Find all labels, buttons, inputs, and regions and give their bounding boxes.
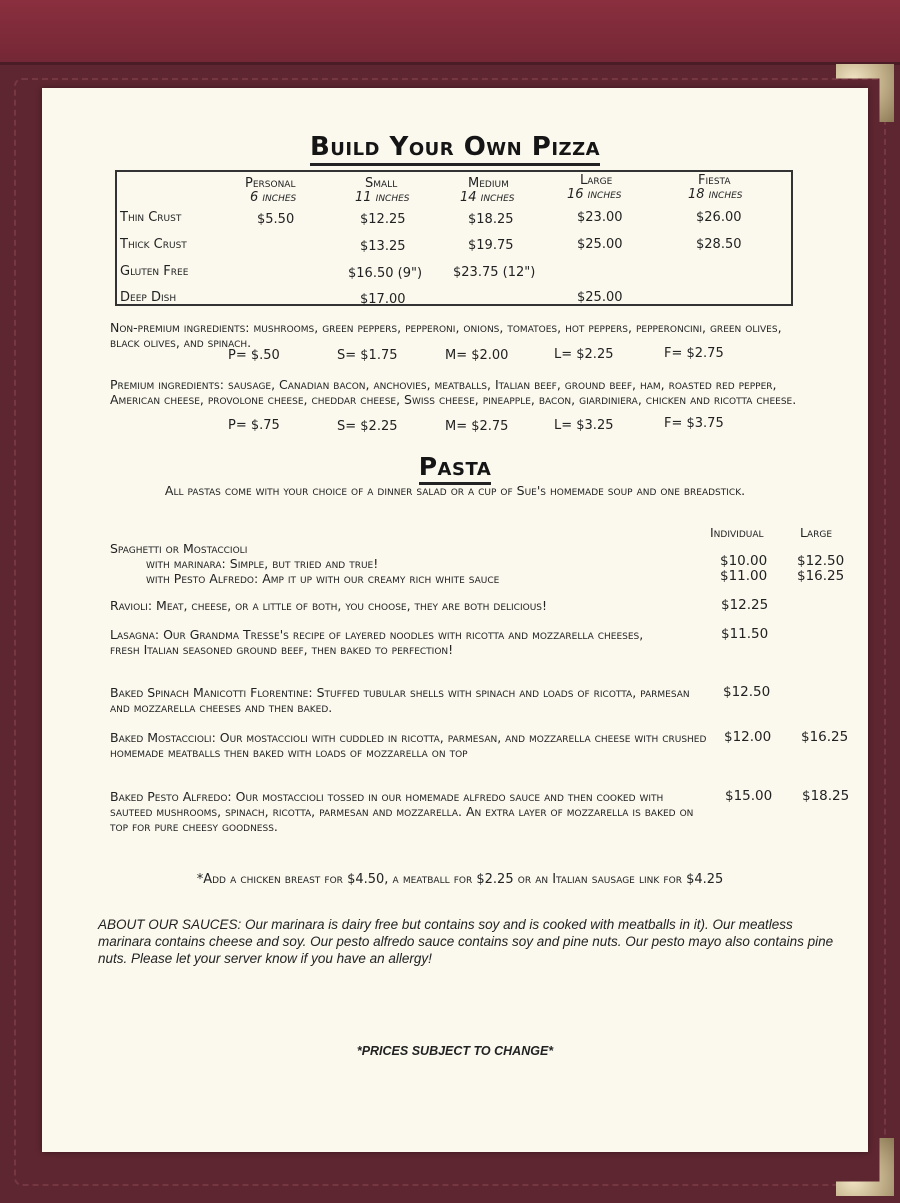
column-header-individual: Individual (710, 525, 764, 540)
marinara-desc: Simple, but tried and true! (229, 556, 379, 571)
price-thin-medium: $18.25 (468, 212, 514, 227)
baked-pesto-alfredo-desc: Our mostaccioli tossed in our homemade alfredo sauce and then cooked with sauteed mushrooms, spinach, ricotta, parmesan and mozzarella. An extra layer of mozzarella is baked on top for pure cheesy goodness. (110, 789, 694, 834)
non-premium-price-medium: M= $2.00 (445, 348, 509, 363)
premium-ingredients (110, 377, 810, 407)
ravioli-name: Ravioli: (110, 598, 153, 613)
price-thick-small: $13.25 (360, 239, 406, 254)
price-lasagna-individual: $11.50 (721, 626, 769, 642)
price-baked-pesto-alfredo-large: $18.25 (802, 788, 850, 804)
price-thin-large: $23.00 (577, 210, 623, 225)
baked-pesto-alfredo-name: Baked Pesto Alfredo: (110, 789, 232, 804)
premium-price-personal: P= $.75 (228, 418, 280, 433)
spaghetti-option-pesto (110, 571, 700, 586)
size-header-personal: Personal (245, 176, 296, 191)
pasta-item-spaghetti (110, 541, 700, 586)
pasta-item-ravioli (110, 598, 700, 613)
pasta-item-lasagna (110, 627, 670, 657)
price-gluten-free-small: $16.50 (9") (348, 266, 423, 281)
premium-price-medium: M= $2.75 (445, 419, 509, 434)
prices-subject-to-change: *PRICES SUBJECT TO CHANGE* (356, 1044, 554, 1058)
price-gluten-free-medium: $23.75 (12") (453, 265, 536, 280)
crust-label-thin: Thin Crust (120, 210, 182, 225)
spaghetti-name: Spaghetti or Mostaccioli (110, 541, 248, 556)
price-thick-medium: $19.75 (468, 238, 514, 253)
non-premium-price-personal: P= $.50 (228, 348, 280, 363)
pizza-title-text: Build Your Own Pizza (310, 132, 600, 166)
price-manicotti-individual: $12.50 (723, 684, 771, 700)
non-premium-label: Non-premium ingredients: (110, 320, 250, 335)
price-baked-mostaccioli-individual: $12.00 (724, 729, 772, 745)
non-premium-price-small: S= $1.75 (337, 348, 398, 363)
baked-mostaccioli-name: Baked Mostaccioli: (110, 730, 216, 745)
pasta-item-manicotti (110, 685, 710, 715)
manicotti-desc: Stuffed tubular shells with spinach and loads of ricotta, parmesan and mozzarella cheeses and then baked. (110, 685, 690, 715)
price-deep-dish-large: $25.00 (577, 290, 623, 305)
premium-price-fiesta: F= $3.75 (664, 416, 724, 431)
size-inches-large: 16 inches (567, 187, 622, 202)
price-marinara-large: $12.50 (797, 553, 845, 569)
price-marinara-individual: $10.00 (720, 553, 768, 569)
crust-label-thick: Thick Crust (120, 237, 187, 252)
price-thin-personal: $5.50 (257, 212, 295, 227)
pizza-title (40, 132, 870, 162)
price-ravioli-individual: $12.25 (721, 597, 769, 613)
baked-mostaccioli-desc: Our mostaccioli with cuddled in ricotta, parmesan, and mozzarella cheese with crushed homemade meatballs then baked with loads of mozzarella on top (110, 730, 707, 760)
marinara-label: with marinara: (146, 556, 226, 571)
size-header-medium: Medium (468, 176, 509, 191)
price-pesto-individual: $11.00 (720, 568, 768, 584)
price-baked-pesto-alfredo-individual: $15.00 (725, 788, 773, 804)
non-premium-price-fiesta: F= $2.75 (664, 346, 724, 361)
pesto-desc: Amp it up with our creamy rich white sauce (262, 571, 500, 586)
size-inches-personal: 6 inches (250, 190, 297, 205)
premium-price-large: L= $3.25 (554, 418, 614, 433)
price-thin-small: $12.25 (360, 212, 406, 227)
size-header-small: Small (365, 176, 398, 191)
price-baked-mostaccioli-large: $16.25 (801, 729, 849, 745)
lasagna-name: Lasagna: (110, 627, 160, 642)
crust-label-deep-dish: Deep Dish (120, 290, 177, 305)
sauces-allergy-note: ABOUT OUR SAUCES: Our marinara is dairy free but contains soy and is cooked with meatballs in it). Our meatless marinara contains cheese and soy. Our pesto alfredo sauce contains soy and pine nuts. Our pesto mayo also contains pine nuts. Please let your server know if you have an allergy! (98, 917, 834, 966)
manicotti-name: Baked Spinach Manicotti Florentine: (110, 685, 313, 700)
pasta-note: All pastas come with your choice of a dinner salad or a cup of Sue's homemade soup and one breadstick. (164, 483, 746, 498)
size-header-large: Large (580, 173, 613, 188)
column-header-large: Large (800, 525, 833, 540)
pesto-label: with Pesto Alfredo: (146, 571, 259, 586)
crust-label-gluten-free: Gluten Free (120, 264, 189, 279)
spaghetti-option-marinara (110, 556, 700, 571)
price-pesto-large: $16.25 (797, 568, 845, 584)
premium-list: sausage, Canadian bacon, anchovies, meatballs, Italian beef, ground beef, ham, roasted red pepper, American cheese, provolone cheese, cheddar cheese, Swiss cheese, pineapple, bacon, giardiniera, chicken and ricotta cheese. (110, 377, 797, 407)
size-inches-medium: 14 inches (460, 190, 515, 205)
premium-price-small: S= $2.25 (337, 419, 398, 434)
pasta-item-baked-mostaccioli (110, 730, 710, 760)
size-inches-fiesta: 18 inches (688, 187, 743, 202)
price-thin-fiesta: $26.00 (696, 210, 742, 225)
pasta-title-text: Pasta (419, 452, 492, 485)
premium-label: Premium ingredients: (110, 377, 224, 392)
pasta-title (40, 452, 870, 481)
price-deep-dish-small: $17.00 (360, 292, 406, 307)
non-premium-price-large: L= $2.25 (554, 347, 614, 362)
ravioli-desc: Meat, cheese, or a little of both, you choose, they are both delicious! (156, 598, 548, 613)
non-premium-list: mushrooms, green peppers, pepperoni, onions, tomatoes, hot peppers, pepperoncini, green olives, black olives, and spinach. (110, 320, 782, 350)
menu-page (40, 90, 870, 1150)
size-inches-small: 11 inches (355, 190, 410, 205)
price-thick-fiesta: $28.50 (696, 237, 742, 252)
pasta-addon-note: *Add a chicken breast for $4.50, a meatball for $2.25 or an Italian sausage link for $4.25 (196, 872, 724, 887)
lasagna-desc: Our Grandma Tresse's recipe of layered noodles with ricotta and mozzarella cheeses, fresh Italian seasoned ground beef, then baked to perfection! (110, 627, 644, 657)
size-header-fiesta: Fiesta (698, 173, 731, 188)
price-thick-large: $25.00 (577, 237, 623, 252)
pasta-item-baked-pesto-alfredo (110, 789, 700, 834)
